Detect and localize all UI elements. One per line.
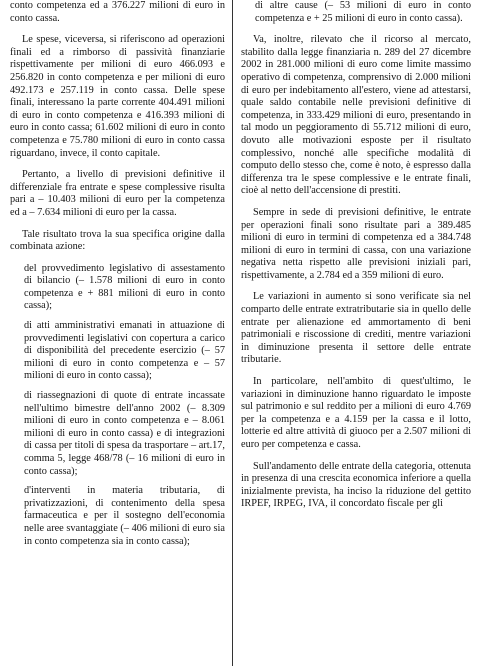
paragraph: Sempre in sede di previsioni definitive, le entrate per operazioni finali sono risultate pari a 389.485 milioni di euro in termini di competenza ed a 384.748 milioni di euro in termini di cassa, con una variazione negativa netta rispetto alle previsioni iniziali pari, rispettivamente, a 2.784 ed a 359 milioni di euro.: [241, 206, 471, 281]
paragraph: Le variazioni in aumento si sono verificate sia nel comparto delle entrate extratributarie sia in quello delle entrate per alienazione ed ammortamento di beni patrimoniali e riscossione di crediti, mentre variazioni in diminuzione presenta il settore delle entrate tributarie.: [241, 291, 471, 366]
list-item: di altre cause (– 53 milioni di euro in conto competenza e + 25 milioni di euro in conto cassa).: [255, 0, 471, 24]
paragraph: Tale risultato trova la sua specifica origine dalla combinata azione:: [10, 228, 225, 253]
list-item: d'interventi in materia tributaria, di privatizzazioni, di contenimento della spesa farmaceutica e per il sostegno dell'economia nelle aree svantaggiate (– 406 milioni di euro sia in conto competenza sia in conto cassa);: [24, 485, 225, 547]
list-item: di riassegnazioni di quote di entrate incassate nell'ultimo bimestre dell'anno 2002 (– 8.309 milioni di euro in conto competenza e – 8.061 milioni di euro in conto cassa) e di integrazioni di cassa per titoli di spesa da trasportare – art.17, comma 5, legge 468/78 (– 16 milioni di euro in conto cassa);: [24, 390, 226, 477]
list-item: del provvedimento legislativo di assestamento di bilancio (– 1.578 milioni di euro in conto competenza e + 881 milioni di euro in conto cassa);: [24, 262, 225, 312]
paragraph: In particolare, nell'ambito di quest'ultimo, le variazioni in diminuzione hanno riguardato le imposte sul patrimonio e sul reddito per a milioni di euro 4.769 per la competenza e a 4.159 per la cassa e il lotto, lotterie ed altre attività di giuoco per a 2.507 milioni di euro per competenza e cassa.: [241, 376, 471, 450]
left-column: [10, 0, 225, 555]
column-divider: [232, 0, 233, 666]
paragraph: conto competenza ed a 376.227 milioni di euro in conto cassa.: [10, 0, 225, 24]
right-column: [241, 0, 471, 520]
paragraph: Sull'andamento delle entrate della categoria, ottenuta in presenza di una crescita economica inferiore a quella inizialmente prevista, ha inciso la riduzione del gettito IRPEF, IRPEG, IVA, il concordato fiscale per gli: [241, 460, 471, 510]
paragraph: Va, inoltre, rilevato che il ricorso al mercato, stabilito dalla legge finanziaria n. 289 del 27 dicembre 2002 in 281.000 milioni di euro come limite massimo operativo di competenza, comprensivo di 2.000 milioni di euro per indebitamento all'estero, viene ad attestarsi, quale saldo contabile nelle previsioni definitive di competenza, in 333.429 milioni di euro, presentando in tal modo un peggioramento di 55.712 milioni di euro, dovuto alle motivazioni esposte per il risultato complessivo, nonché alle specifiche modalità di computo dello stesso che, come è noto, è espresso dalla differenza tra le spese complessive e le entrate finali, cioè al netto dell'accensione di prestiti.: [241, 34, 471, 197]
paragraph: Le spese, viceversa, si riferiscono ad operazioni finali ed a rimborso di passività finanziarie rispettivamente per milioni di euro 466.093 e 256.820 in conto competenza e per milioni di euro 492.173 e 257.119 in conto cassa. Delle spese finali, interessano la parte corrente 404.491 milioni di euro in conto competenza e 416.393 milioni di euro in conto cassa; 61.602 milioni di euro in conto competenza e 75.780 milioni di euro in conto cassa riguardano, invece, il conto capitale.: [10, 34, 225, 159]
paragraph: Pertanto, a livello di previsioni definitive il differenziale fra entrate e spese complessive risulta pari a – 10.403 milioni di euro per la competenza ed a – 7.634 milioni di euro per la cassa.: [10, 169, 225, 218]
list-item: di atti amministrativi emanati in attuazione di provvedimenti legislativi con copertura a carico di disponibilità del precedente esercizio (– 57 milioni di euro in conto competenza e – 57 milioni di euro in conto cassa);: [24, 320, 225, 382]
